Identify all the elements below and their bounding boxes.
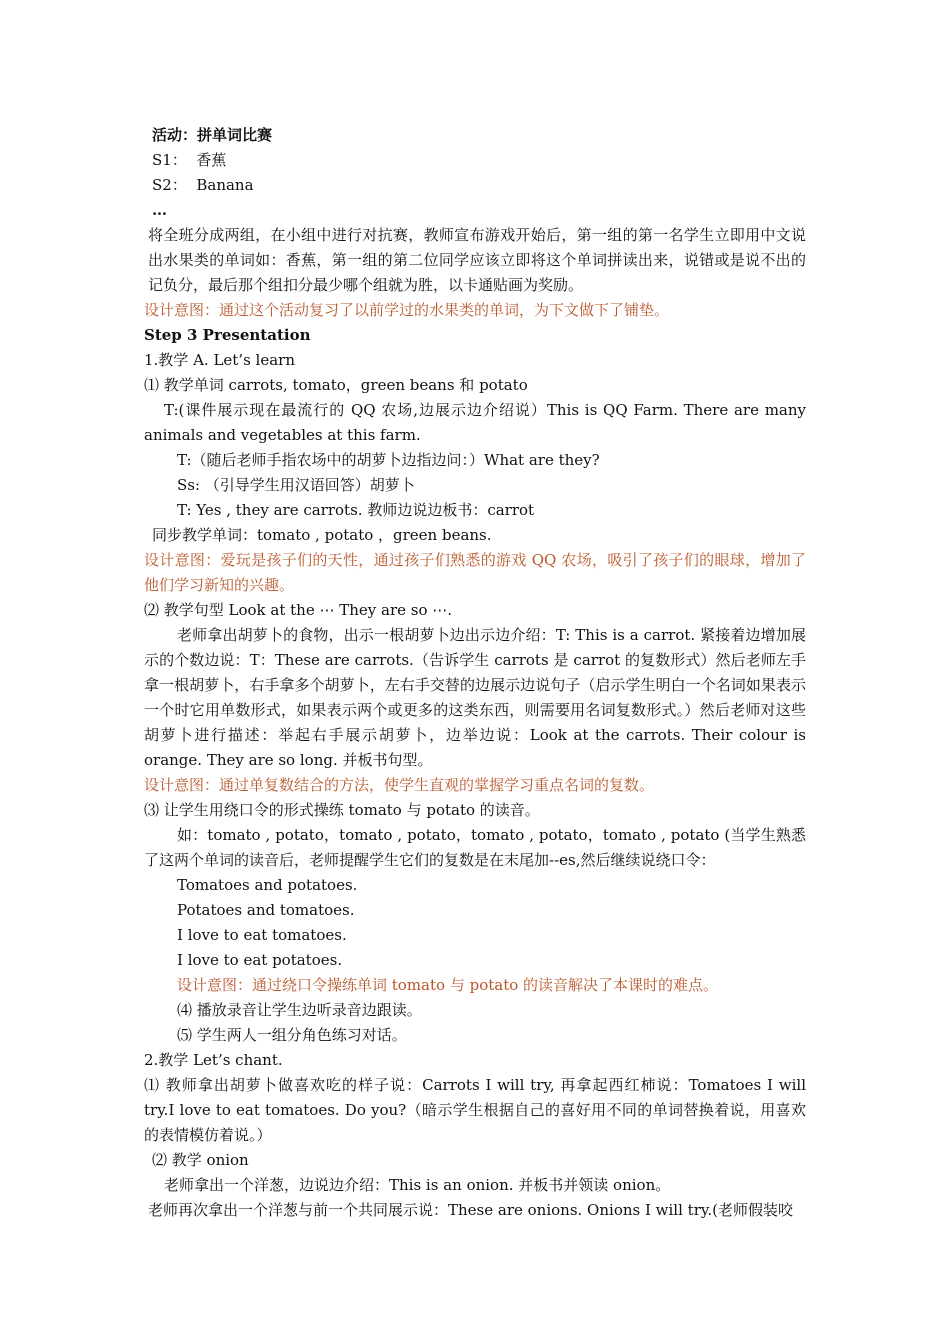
document-page	[144, 123, 806, 1223]
sub1-heading: ⑴ 教学单词 carrots, tomato，green beans 和 potato	[144, 376, 528, 394]
tongue-twister-3: I love to eat tomatoes.	[177, 926, 347, 944]
tongue-twister-4: I love to eat potatoes.	[177, 951, 343, 969]
design-note-2: 设计意图：通过单复数结合的方法，使学生直观的掌握学习重点名词的复数。	[144, 776, 655, 794]
design-note-1: 设计意图：爱玩是孩子们的天性，通过孩子们熟悉的游戏 QQ 农场，吸引了孩子们的眼球，增加了他们学习新知的兴趣。	[144, 551, 806, 594]
onion-line-2: 老师再次拿出一个洋葱与前一个共同展示说：These are onions. Onions I will try.(老师假装咬	[148, 1201, 793, 1219]
tongue-twister-1: Tomatoes and potatoes.	[177, 876, 358, 894]
part1-heading: 1.教学 A. Let’s learn	[144, 351, 295, 369]
activity-s1: S1： 香蕉	[152, 151, 227, 169]
chant-paragraph-1: ⑴ 教师拿出胡萝卜做喜欢吃的样子说：Carrots I will try, 再拿起西红柿说：Tomatoes I will try.I love to eat tomatoes. Do you?（暗示学生根据自己的喜好用不同的单词替换着说，用喜欢的表情模仿着说。）	[144, 1076, 806, 1144]
activity-ellipsis: …	[152, 201, 167, 219]
students-line: Ss: （引导学生用汉语回答）胡萝卜	[177, 476, 415, 494]
sub3-heading: ⑶ 让学生用绕口令的形式操练 tomato 与 potato 的读音。	[144, 801, 540, 819]
onion-heading: ⑵ 教学 onion	[152, 1151, 249, 1169]
part2-heading: 2.教学 Let’s chant.	[144, 1051, 283, 1069]
activity-title: 活动：拼单词比赛	[152, 126, 273, 144]
sync-words-line: 同步教学单词：tomato , potato ，green beans.	[152, 526, 492, 544]
teacher-line-2: T:（随后老师手指农场中的胡萝卜边指边问：）What are they?	[177, 451, 600, 469]
sub2-heading: ⑵ 教学句型 Look at the ⋯ They are so ⋯.	[144, 601, 453, 619]
sub5-heading: ⑸ 学生两人一组分角色练习对话。	[177, 1026, 407, 1044]
teacher-line-1: T:(课件展示现在最流行的 QQ 农场,边展示边介绍说）This is QQ Farm. There are many animals and vegetables at this farm.	[144, 401, 806, 444]
activity-s2: S2： Banana	[152, 176, 254, 194]
sub4-heading: ⑷ 播放录音让学生边听录音边跟读。	[177, 1001, 422, 1019]
onion-line-1: 老师拿出一个洋葱，边说边介绍：This is an onion. 并板书并领读 onion。	[164, 1176, 671, 1194]
sub2-paragraph: 老师拿出胡萝卜的食物，出示一根胡萝卜边出示边介绍：T: This is a carrot. 紧接着边增加展示的个数边说：T：These are carrots.（告诉学生 carrots 是 carrot 的复数形式）然后老师左手拿一根胡萝卜，右手拿多个胡萝卜，左右手交替的边展示边说句子（启示学生明白一个名词如果表示一个时它用单数形式，如果表示两个或更多的这类东西，则需要用名词复数形式。）然后老师对这些胡萝卜进行描述：举起右手展示胡萝卜，边举边说：Look at the carrots. Their colour is orange. They are so long. 并板书句型。	[144, 626, 806, 769]
teacher-line-3: T: Yes , they are carrots. 教师边说边板书：carrot	[177, 501, 535, 519]
tongue-twister-2: Potatoes and tomatoes.	[177, 901, 355, 919]
activity-design-note: 设计意图：通过这个活动复习了以前学过的水果类的单词，为下文做下了铺垫。	[144, 301, 670, 319]
activity-description: 将全班分成两组，在小组中进行对抗赛，教师宣布游戏开始后，第一组的第一名学生立即用中文说出水果类的单词如：香蕉，第一组的第二位同学应该立即将这个单词拼读出来，说错或是说不出的记负分，最后那个组扣分最少哪个组就为胜，以卡通贴画为奖励。	[148, 226, 806, 294]
step3-heading: Step 3 Presentation	[144, 326, 311, 344]
design-note-3: 设计意图：通过绕口令操练单词 tomato 与 potato 的读音解决了本课时的难点。	[177, 976, 719, 994]
sub3-paragraph: 如：tomato , potato，tomato , potato，tomato , potato，tomato , potato (当学生熟悉了这两个单词的读音后，老师提醒学生它们的复数是在末尾加--es,然后继续说绕口令：	[144, 826, 806, 869]
